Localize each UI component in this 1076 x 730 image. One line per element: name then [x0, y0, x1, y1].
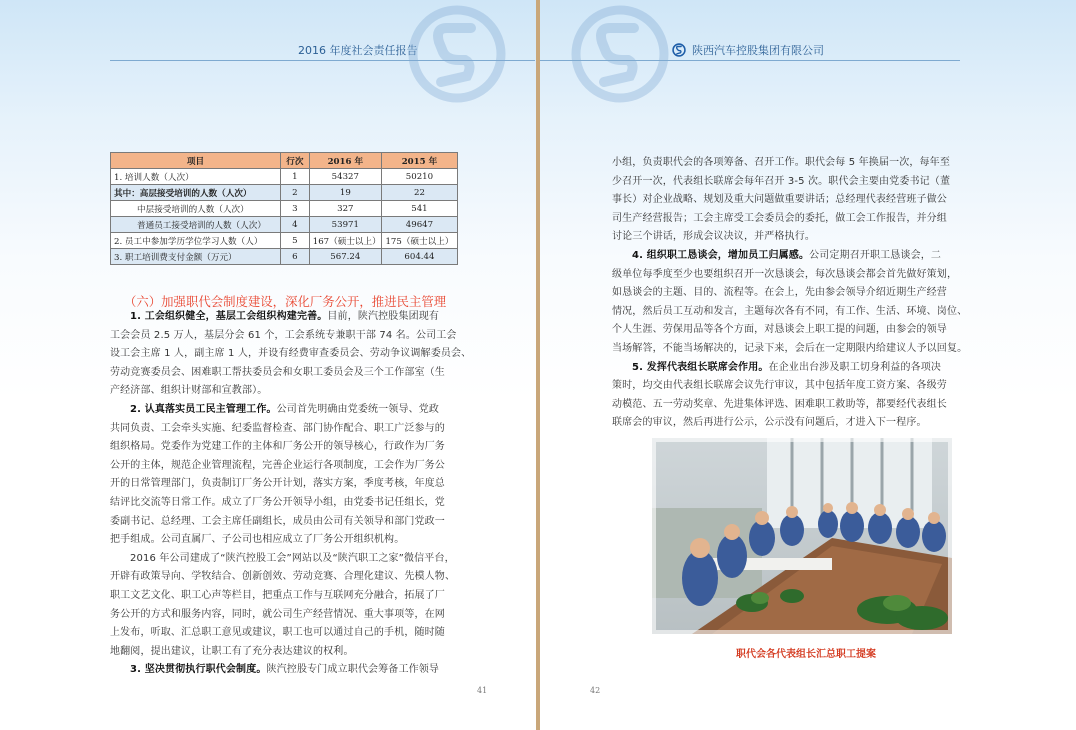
page-number: 41 [477, 686, 488, 695]
table-cell: 53971 [309, 217, 381, 233]
text-line-content: 开的日常管理部门，负责制订厂务公开计划，落实方案，季度考核，年度总 [110, 478, 445, 490]
page-number: 42 [590, 686, 601, 695]
table-row [111, 233, 458, 249]
text-line [612, 191, 992, 210]
text-line [612, 303, 992, 322]
text-line [612, 228, 992, 247]
table-cell: 普通员工接受培训的人数（人次） [111, 217, 281, 233]
table-cell: 1 [281, 169, 310, 185]
text-line [612, 321, 992, 340]
text-line [612, 284, 992, 303]
text-line [612, 396, 992, 415]
left-page [0, 0, 536, 730]
text-line [110, 494, 475, 513]
text-line-content: 共同负责、工会牵头实施、纪委监督检查、部门协作配合、职工广泛参与的 [110, 422, 445, 434]
text-line [110, 475, 475, 494]
company-logo-watermark [407, 4, 507, 104]
text-line [110, 624, 475, 643]
text-line [612, 414, 992, 433]
table-cell: 50210 [381, 169, 457, 185]
text-line-content: 联席会的审议，然后再进行公示，公示没有问题后，才进入下一程序。 [612, 417, 927, 429]
table-cell: 167（硕士以上） [309, 233, 381, 249]
table-cell: 22 [381, 185, 457, 201]
text-line [110, 457, 475, 476]
text-line-content: 少召开一次，代表组长联席会每年召开 3-5 次。职代会主要由党委书记（董 [612, 175, 951, 187]
text-line-content: 务公开的方式和服务内容，同时，就公司生产经营情况、重大事项等，在网 [110, 608, 445, 620]
text-line-content: 2016 年公司建成了“陕汽控股工会”网站以及“陕汽职工之家”微信平台， [130, 552, 455, 564]
table-header-cell: 行次 [281, 153, 310, 169]
text-line-content: 目前，陕汽控股集团现有 [327, 311, 440, 322]
text-line-content: 司生产经营报告；工会主席受工会委员会的委托，做工会工作报告，并分组 [612, 212, 947, 224]
left-page-header: 2016 年度社会责任报告 [298, 44, 418, 57]
header-rule [540, 60, 960, 61]
photo-caption: 职代会各代表组长汇总职工提案 [736, 649, 876, 660]
text-line-content: 陕汽控股专门成立职代会筹备工作领导 [266, 664, 440, 676]
table-header-cell: 2016 年 [309, 153, 381, 169]
text-line [110, 587, 475, 606]
text-line-content: 情况，然后员工互动和发言，主题每次各有不同，有工作、生活、环境、岗位、 [612, 305, 968, 317]
text-line [110, 420, 475, 439]
text-line-content: 上发布，听取、汇总职工意见或建议，职工也可以通过自己的手机，随时随 [110, 627, 445, 639]
paragraph-heading: 5. 发挥代表组长联席会作用。 [632, 361, 769, 373]
text-line-content: 级单位每季度至少也要组织召开一次恳谈会，每次恳谈会都会首先做好策划， [612, 268, 958, 280]
text-line-content: 动模范、五一劳动奖章、先进集体评选、困难职工救助等，都要经代表组长 [612, 398, 947, 410]
text-line-content: 委副书记、总经理、工会主席任副组长，成员由公司有关领导和部门党政一 [110, 515, 445, 527]
table-cell: 604.44 [381, 249, 457, 265]
text-line-content: 公司首先明确由党委统一领导、党政 [276, 403, 440, 415]
text-line-content: 设工会主席 1 人，副主席 1 人，并设有经费审查委员会、劳动争议调解委员会、 [110, 348, 472, 360]
text-line [110, 643, 475, 662]
table-cell: 19 [309, 185, 381, 201]
meeting-photo [652, 438, 952, 634]
text-line-content: 在企业出台涉及职工切身利益的各项决 [768, 361, 942, 373]
text-line-content: 结评比交流等日常工作。成立了厂务公开领导小组，由党委书记任组长，党 [110, 496, 445, 508]
table-cell: 567.24 [309, 249, 381, 265]
table-cell: 4 [281, 217, 310, 233]
table-row [111, 201, 458, 217]
text-line [110, 345, 475, 364]
paragraph-heading: 2. 认真落实员工民主管理工作。 [130, 403, 277, 415]
text-line [612, 173, 992, 192]
text-line-content: 讨论三个讲话，形成会议决议，并严格执行。 [612, 231, 815, 243]
paragraph-heading: 4. 组织职工恳谈会，增加员工归属感。 [632, 249, 810, 261]
company-logo-watermark [570, 4, 670, 104]
paragraph-heading: 3. 坚决贯彻执行职代会制度。 [130, 664, 267, 676]
table-cell: 其中：高层接受培训的人数（人次） [111, 185, 281, 201]
text-line [612, 247, 992, 266]
meeting-photo-image [652, 438, 952, 634]
section-title: （六）加强职代会制度建设，深化厂务公开，推进民主管理 [124, 294, 447, 309]
table-cell: 6 [281, 249, 310, 265]
table-cell: 5 [281, 233, 310, 249]
right-page-header: 陕西汽车控股集团有限公司 [692, 44, 824, 57]
paragraph-heading: 1. 工会组织健全，基层工会组织构建完善。 [130, 311, 328, 322]
text-line-content: 公司定期召开职工恳谈会，二 [809, 249, 942, 261]
table-row [111, 169, 458, 185]
text-line [110, 606, 475, 625]
text-line [110, 401, 475, 420]
company-logo-icon [672, 43, 686, 57]
table-header-row [111, 153, 458, 169]
table-cell: 541 [381, 201, 457, 217]
training-stats-table [110, 152, 458, 265]
right-page [540, 0, 1076, 730]
table-cell: 3. 职工培训费支付金额（万元） [111, 249, 281, 265]
text-line-content: 公开的主体，规范企业管理流程，完善企业运行各项制度，工会作为厂务公 [110, 459, 445, 471]
table-cell: 2. 员工中参加学历学位学习人数（人） [111, 233, 281, 249]
text-line-content: 产经济部、组织计财部和宣教部）。 [110, 385, 268, 397]
table-row [111, 217, 458, 233]
text-line [110, 308, 475, 327]
text-line [612, 359, 992, 378]
text-line [110, 438, 475, 457]
text-line-content: 劳动竞赛委员会、困难职工帮扶委员会和女职工委员会及三个工作部室（生 [110, 366, 445, 378]
text-line [110, 327, 475, 346]
text-line-content: 工会会员 2.5 万人，基层分会 61 个，工会系统专兼职干部 74 名。公司工会 [110, 329, 457, 341]
text-line-content: 把手组成。公司直属厂、子公司也相应成立了厂务公开组织机构。 [110, 534, 405, 546]
text-line [612, 210, 992, 229]
table-row [111, 185, 458, 201]
table-cell: 175（硕士以上） [381, 233, 457, 249]
text-line-content: 个人生涯、劳保用品等各个方面，对恳谈会上职工提的问题，由参会的领导 [612, 324, 947, 336]
text-line [110, 364, 475, 383]
text-line [612, 377, 992, 396]
text-line-content: 策时，均交由代表组长联席会议先行审议，其中包括年度工资方案、各级劳 [612, 380, 947, 392]
table-row [111, 249, 458, 265]
text-line [612, 340, 992, 359]
text-line [612, 154, 992, 173]
text-line-content: 职工文艺文化、职工心声等栏目，把重点工作与互联网充分融合，拓展了厂 [110, 589, 445, 601]
text-line-content: 如恳谈会的主题、目的、流程等。在会上，先由参会领导介绍近期生产经营 [612, 287, 947, 299]
text-line-content: 当场解答，不能当场解决的，记录下来，会后在一定期限内给建议人予以回复。 [612, 342, 968, 354]
table-cell: 3 [281, 201, 310, 217]
table-cell: 1. 培训人数（人次） [111, 169, 281, 185]
text-line [110, 550, 475, 569]
text-line [110, 382, 475, 401]
text-line-content: 小组，负责职代会的各项筹备、召开工作。职代会每 5 年换届一次，每年至 [612, 157, 950, 168]
text-line [110, 568, 475, 587]
text-line [612, 266, 992, 285]
text-line-content: 事长）对企业战略、规划及重大问题做重要讲话；总经理代表经营班子做公 [612, 194, 947, 206]
table-cell: 2 [281, 185, 310, 201]
text-line-content: 地翻阅，提出建议，让职工有了充分表达建议的权利。 [110, 645, 354, 657]
table-header-cell: 项目 [111, 153, 281, 169]
text-line [110, 513, 475, 532]
table-cell: 54327 [309, 169, 381, 185]
text-line-content: 开辟有政策导向、学牧结合、创新创效、劳动竞赛、合理化建议、先模人物、 [110, 571, 456, 583]
text-line [110, 531, 475, 550]
text-line-content: 组织格局。党委作为党建工作的主体和厂务公开的领导核心，行政作为厂务 [110, 441, 445, 453]
table-header-cell: 2015 年 [381, 153, 457, 169]
text-line [110, 661, 475, 680]
table-cell: 中层接受培训的人数（人次） [111, 201, 281, 217]
right-body-text [612, 154, 992, 433]
table-cell: 327 [309, 201, 381, 217]
table-cell: 49647 [381, 217, 457, 233]
left-body-text [110, 308, 475, 680]
